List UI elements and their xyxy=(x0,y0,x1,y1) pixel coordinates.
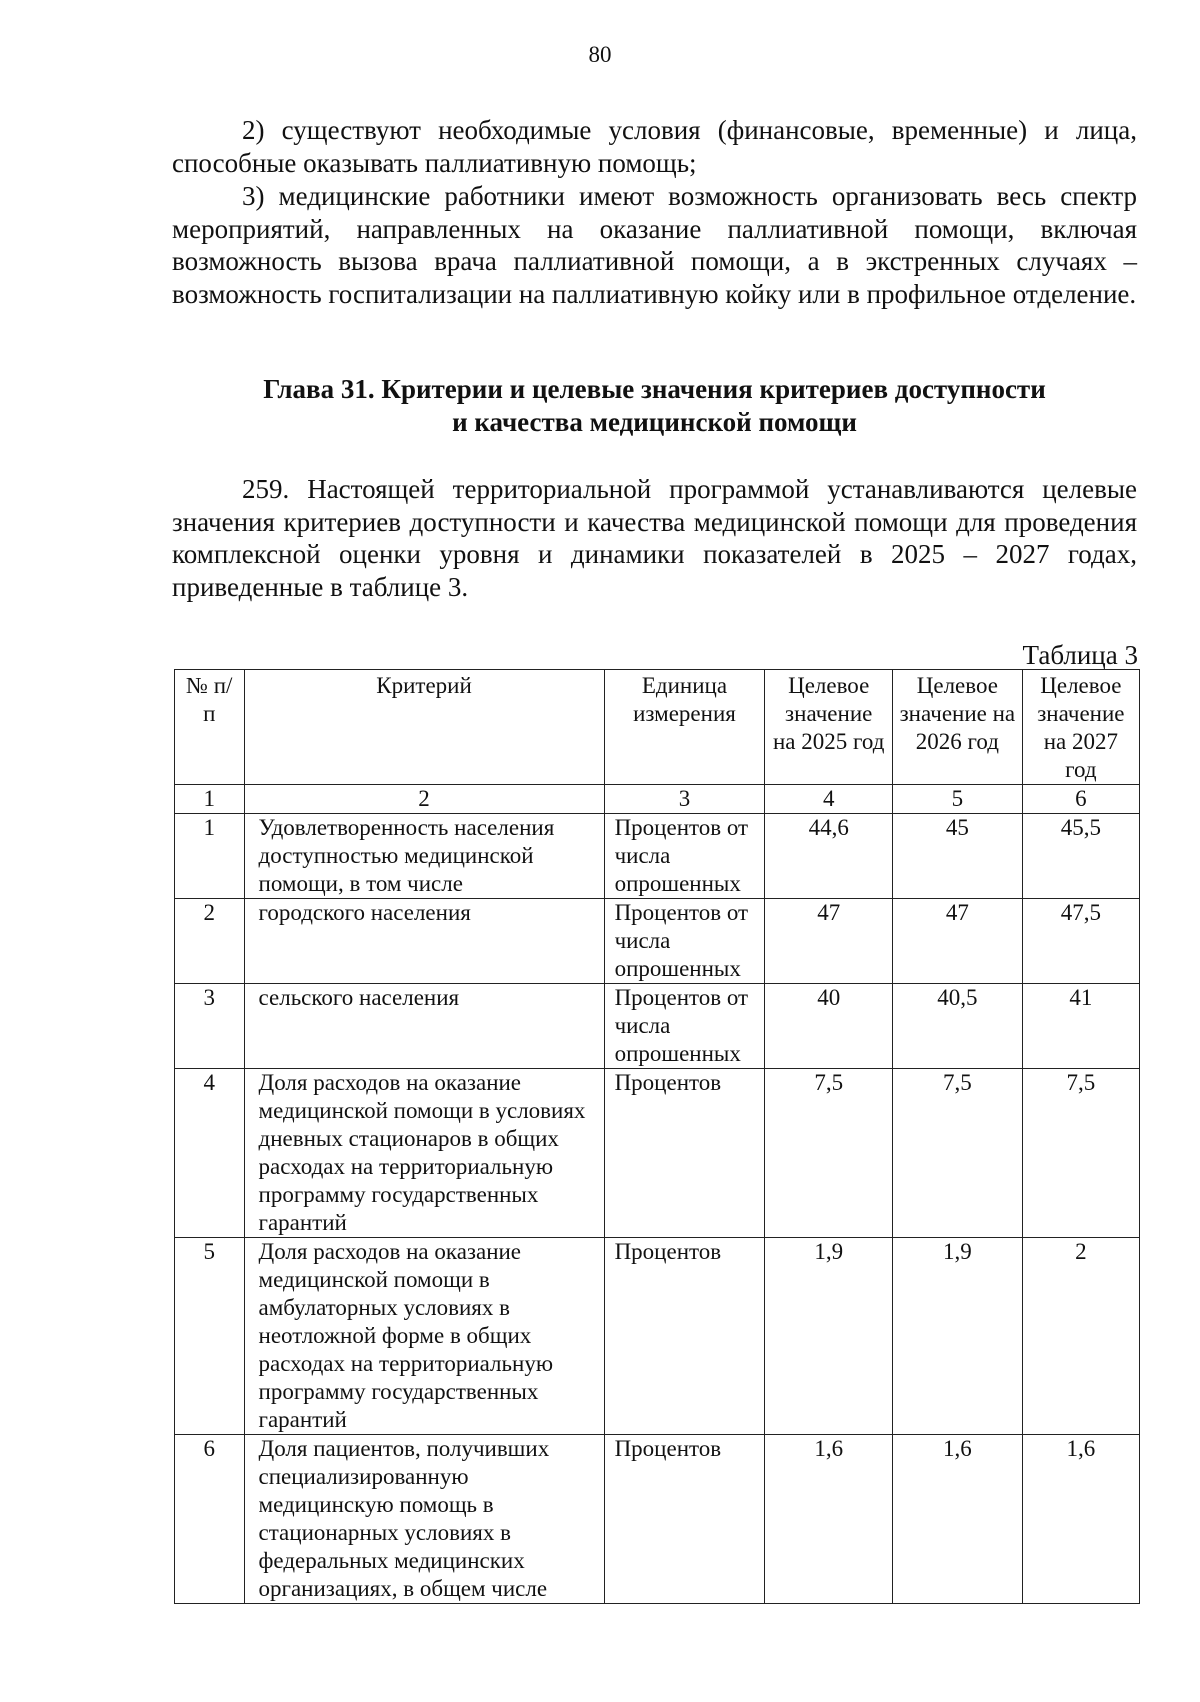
column-index: 4 xyxy=(765,785,893,814)
row-value-2026: 40,5 xyxy=(893,984,1023,1069)
row-number: 2 xyxy=(175,899,245,984)
row-criterion: Доля пациентов, получивших специализированную медицинскую помощь в стационарных условиях в федеральных медицинских организациях, в общем числе xyxy=(244,1435,604,1604)
row-unit: Процентов от числа опрошенных xyxy=(604,814,765,899)
column-index-row xyxy=(175,785,1140,814)
row-number: 1 xyxy=(175,814,245,899)
header-criterion: Критерий xyxy=(244,670,604,785)
table-row xyxy=(175,814,1140,899)
row-unit: Процентов от числа опрошенных xyxy=(604,899,765,984)
criteria-table xyxy=(174,669,1140,1604)
table-row xyxy=(175,1238,1140,1435)
row-unit: Процентов xyxy=(604,1238,765,1435)
header-unit: Единица измерения xyxy=(604,670,765,785)
row-value-2025: 1,9 xyxy=(765,1238,893,1435)
table-header-row xyxy=(175,670,1140,785)
chapter-title-line2: и качества медицинской помощи xyxy=(452,407,857,437)
row-value-2027: 45,5 xyxy=(1022,814,1139,899)
row-criterion: Удовлетворенность населения доступностью медицинской помощи, в том числе xyxy=(244,814,604,899)
table-label: Таблица 3 xyxy=(1022,640,1138,670)
row-number: 3 xyxy=(175,984,245,1069)
row-criterion: Доля расходов на оказание медицинской помощи в амбулаторных условиях в неотложной форме в общих расходах на территориальную программу государственных гарантий xyxy=(244,1238,604,1435)
row-value-2025: 7,5 xyxy=(765,1069,893,1238)
paragraph-conditions: 2) существуют необходимые условия (финансовые, временные) и лица, способные оказывать паллиативную помощь; xyxy=(172,115,1137,178)
row-criterion: сельского населения xyxy=(244,984,604,1069)
row-number: 6 xyxy=(175,1435,245,1604)
row-number: 5 xyxy=(175,1238,245,1435)
row-value-2025: 47 xyxy=(765,899,893,984)
column-index: 5 xyxy=(893,785,1023,814)
header-2026: Целевое значение на 2026 год xyxy=(893,670,1023,785)
row-value-2027: 7,5 xyxy=(1022,1069,1139,1238)
row-number: 4 xyxy=(175,1069,245,1238)
row-value-2027: 41 xyxy=(1022,984,1139,1069)
row-value-2026: 1,6 xyxy=(893,1435,1023,1604)
column-index: 3 xyxy=(604,785,765,814)
row-criterion: Доля расходов на оказание медицинской помощи в условиях дневных стационаров в общих расходах на территориальную программу государственных гарантий xyxy=(244,1069,604,1238)
row-unit: Процентов от числа опрошенных xyxy=(604,984,765,1069)
column-index: 6 xyxy=(1022,785,1139,814)
table-row xyxy=(175,1069,1140,1238)
header-2025: Целевое значение на 2025 год xyxy=(765,670,893,785)
row-value-2025: 1,6 xyxy=(765,1435,893,1604)
row-value-2026: 47 xyxy=(893,899,1023,984)
row-unit: Процентов xyxy=(604,1435,765,1604)
row-value-2026: 45 xyxy=(893,814,1023,899)
chapter-title xyxy=(172,373,1137,439)
table-row xyxy=(175,899,1140,984)
row-criterion: городского населения xyxy=(244,899,604,984)
row-value-2026: 1,9 xyxy=(893,1238,1023,1435)
row-value-2026: 7,5 xyxy=(893,1069,1023,1238)
row-value-2027: 47,5 xyxy=(1022,899,1139,984)
column-index: 2 xyxy=(244,785,604,814)
row-value-2027: 2 xyxy=(1022,1238,1139,1435)
chapter-title-line1: Глава 31. Критерии и целевые значения критериев доступности xyxy=(263,374,1046,404)
header-2027: Целевое значение на 2027 год xyxy=(1022,670,1139,785)
row-value-2027: 1,6 xyxy=(1022,1435,1139,1604)
header-num: № п/п xyxy=(175,670,245,785)
table-row xyxy=(175,1435,1140,1604)
paragraph-259: 259. Настоящей территориальной программой устанавливаются целевые значения критериев доступности и качества медицинской помощи для проведения комплексной оценки уровня и динамики показателей в 2025 – 2027 годах, приведенные в таблице 3. xyxy=(172,474,1137,602)
row-unit: Процентов xyxy=(604,1069,765,1238)
row-value-2025: 40 xyxy=(765,984,893,1069)
row-value-2025: 44,6 xyxy=(765,814,893,899)
page-number: 80 xyxy=(588,42,612,67)
column-index: 1 xyxy=(175,785,245,814)
table-row xyxy=(175,984,1140,1069)
paragraph-medical-workers: 3) медицинские работники имеют возможность организовать весь спектр мероприятий, направленных на оказание паллиативной помощи, включая возможность вызова врача паллиативной помощи, а в экстренных случаях – возможность госпитализации на паллиативную койку или в профильное отделение. xyxy=(172,181,1137,309)
